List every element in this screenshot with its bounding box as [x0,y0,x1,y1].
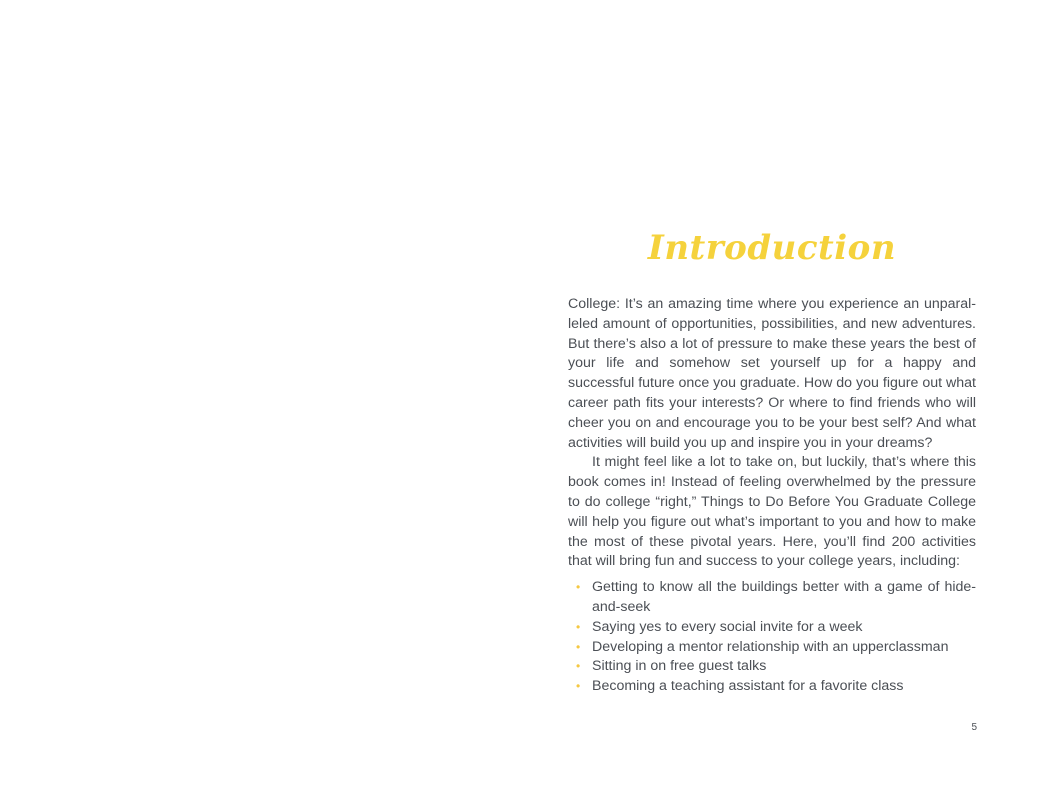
list-item-text: Saying yes to every social invite for a week [592,618,863,635]
body-text [568,295,976,697]
list-item-text: Getting to know all the buildings better with a game of hide- and-seek [592,579,976,615]
bullet-icon: • [576,619,581,634]
list-item [568,677,976,697]
bullet-icon: • [576,639,581,654]
list-item-text: Sitting in on free guest talks [592,658,767,675]
activity-bullet-list [568,578,976,697]
list-item-text: Becoming a teaching assistant for a favorite class [592,678,904,695]
list-item [568,578,976,618]
list-item [568,618,976,638]
list-item-text: Developing a mentor relationship with an upperclassman [592,638,949,655]
right-page [521,0,1042,799]
bullet-icon: • [576,659,581,674]
page-number: 5 [971,722,977,733]
bullet-icon: • [576,679,581,694]
bullet-icon: • [576,580,581,595]
list-item [568,638,976,658]
list-item [568,657,976,677]
intro-paragraph-2: It might feel like a lot to take on, but luckily, that’s where this book comes in! Instead of feeling overwhelmed by the pressure to do college “right,” Things to Do Before You Graduate College will help you figure out what’s important to you and how to make the most of these pivotal years. Here, you’ll find 200 activities that will bring fun and success to your college years, including: [568,454,976,570]
chapter-title: Introduction [647,228,897,268]
intro-paragraph-1: College: It’s an amazing time where you experience an unparal- leled amount of opportunities, possibilities, and new adventures. But there’s also a lot of pressure to make these years the best of your life and somehow set yourself up for a happy and successful future once you graduate. How do you figure out what career path fits your interests? Or where to find friends who will cheer you on and encourage you to be your best self? And what activities will build you up and inspire you in your dreams? [568,296,976,451]
